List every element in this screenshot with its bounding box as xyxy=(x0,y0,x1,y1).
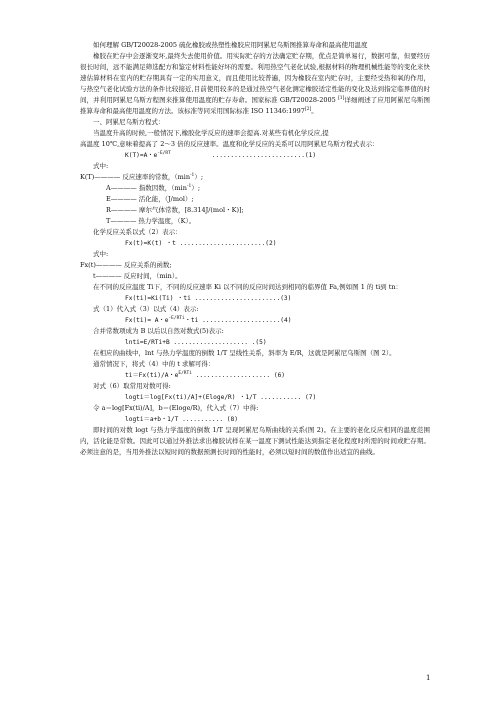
paragraph-eq1-a: 当温度升高的时候,一般情况下,橡胶化学反应的速率会提高.对某些有机化学反应,提 xyxy=(93,129,329,137)
paragraph-eq1-b: 高温度 10℃,意味着提高了 2～3 倍的反应速率。温度和化学反应的关系可以用阿累尼乌斯方程式表示： xyxy=(80,140,379,148)
paragraph-figure-2: 在相应的曲线中，lnt 与热力学温度的倒数 1/T 呈线性关系，斜率为 E/R，这就是阿累尼乌斯图（图 2）。 xyxy=(93,349,396,357)
page-number: 1 xyxy=(426,674,431,682)
eq6-exponent: E/RTi xyxy=(178,371,192,376)
definition-t: T———— 热力学温度，（K）。 xyxy=(106,217,196,225)
equation-6 xyxy=(80,370,430,381)
paragraph-eq4: 式（1）代入式（3）以式（4）表示: xyxy=(93,305,199,313)
definition-k-end: ）; xyxy=(194,173,204,181)
paragraph-conclusion: 即时间的对数 logt 与热力学温度的倒数 1/T 呈现阿累尼乌斯曲线的关系(图 2)。在主要的老化反应相同的温度范围内，活化能是常数。因此可以通过外推法求出橡胶试样在某一温度下测试性能达到指定老化程度时所需的时间或贮存期。必须注意的是，当用外推法以短时间的数据预测长时间的性能时，必须以短时间的数值作出适宜的曲线。 xyxy=(80,426,430,456)
definition-e: E———— 活化能，（J/mol）; xyxy=(106,195,194,203)
document-title: 如何理解 GB/T20028-2005 硫化橡胶或热塑性橡胶应用阿累尼乌斯图推算寿命和最高使用温度 xyxy=(93,41,368,49)
section-heading: 一、阿累尼乌斯方程式： xyxy=(93,118,165,126)
where-label-2: 式中: xyxy=(93,250,109,258)
citation-1: [1] xyxy=(337,96,345,101)
intro-text: 橡胶在贮存中会逐渐变坏,最终失去使用价值。用实际贮存的方法确定贮存期，优点是简单易行，数据可靠，但要经历很长时间，远不能满足筛选配方和鉴定材料性能好坏的需要。利用热空气老化试验,根据材料的物理机械性能等的变化来快速估算材料在室内的贮存期具有一定的实用意义，而且使用比较普遍，因为橡胶在室内贮存时，主要经受热和氧的作用，与热空气老化试验方法的条件比较接近,目前使用较多的是通过热空气老化测定橡胶适定性能的变化及达到指定临界值的时间，并利用阿累尼乌斯方程图来推算使用温度的贮存寿命。国家标准 GB/T20028-2005 xyxy=(80,52,430,104)
paragraph-eq2: 化学反应关系以式（2）表示： xyxy=(93,228,182,236)
equation-2: Fx(t)=K(t) ・t .......................(2) xyxy=(125,240,277,247)
definition-fx: Fx(t)———— 反应关系的函数; xyxy=(80,261,172,269)
equation-8: logti＝a+b・1/T ........... (8) xyxy=(125,416,238,423)
document-body xyxy=(80,40,430,458)
where-label-1: 式中: xyxy=(93,162,109,170)
intro-paragraph xyxy=(80,51,430,117)
definition-k xyxy=(80,172,430,183)
paragraph-eq3: 在不同的反应温度 Ti下，不同的反应速率 Ki 以不同的反应时间达到相同的临界值 Fa,例如图 1 的 ti到 tn： xyxy=(93,283,403,291)
paragraph-eq5: 合并常数项成为 B 以后以自然对数式(5)表示: xyxy=(93,327,224,335)
eq6-main: ti＝Fx(ti)/A・e xyxy=(125,372,179,379)
intro-end: 。 xyxy=(311,107,318,115)
eq1-main: K(T)=A・e xyxy=(125,152,158,159)
eq1-number: .........................(1) xyxy=(211,152,317,159)
intro-text-2: 详细阐述了应用阿累尼乌斯图推算寿命和最高使用温度的方法。该标准等同采用国际标准 ISO 11346:1997 xyxy=(80,96,431,115)
paragraph-eq7: 对式（6）取常用对数可得: xyxy=(93,382,171,390)
definition-r: R———— 摩尔气体常数，[8.314J/(mol・K)]; xyxy=(106,206,244,214)
definition-a-text: A———— 指数因数，（min xyxy=(106,184,187,192)
equation-5: lnti=E/RTi+B .................... .(5) xyxy=(125,339,267,346)
equation-3: Fx(ti)=Ki(Ti) ・ti .......................(3) xyxy=(125,295,292,302)
paragraph-eq6: 通常情况下，将式（4）中的 t 求解可得： xyxy=(93,360,215,368)
definition-a xyxy=(80,183,430,194)
eq4-main: Fx(ti)= A・e xyxy=(125,317,169,324)
equation-1 xyxy=(80,150,430,161)
citation-2: [2] xyxy=(304,107,312,112)
eq4-number: ・ti .....................(4) xyxy=(184,317,292,324)
eq1-exponent: -E/RT xyxy=(157,151,171,156)
eq6-number: .................... (6) xyxy=(191,372,286,379)
definition-time: t———— 反应时间，（min）。 xyxy=(93,272,182,280)
definition-k-text: K(T)———— 反应速率的常数，（min xyxy=(80,173,191,181)
equation-7: logti＝log[Fx(ti)/A]+(Eloge/R) ・1/T ........... (7) xyxy=(125,394,317,401)
paragraph-eq8: 令 a＝log[Fx(ti)/A]，b＝(Eloge/R)，代入式（7）中得: xyxy=(93,404,259,412)
eq4-exponent: -E/RTi xyxy=(168,316,185,321)
definition-k-sup: -1 xyxy=(190,173,195,178)
equation-4 xyxy=(80,315,430,326)
definition-a-end: ）; xyxy=(191,184,201,192)
definition-a-sup: -1 xyxy=(186,184,192,189)
